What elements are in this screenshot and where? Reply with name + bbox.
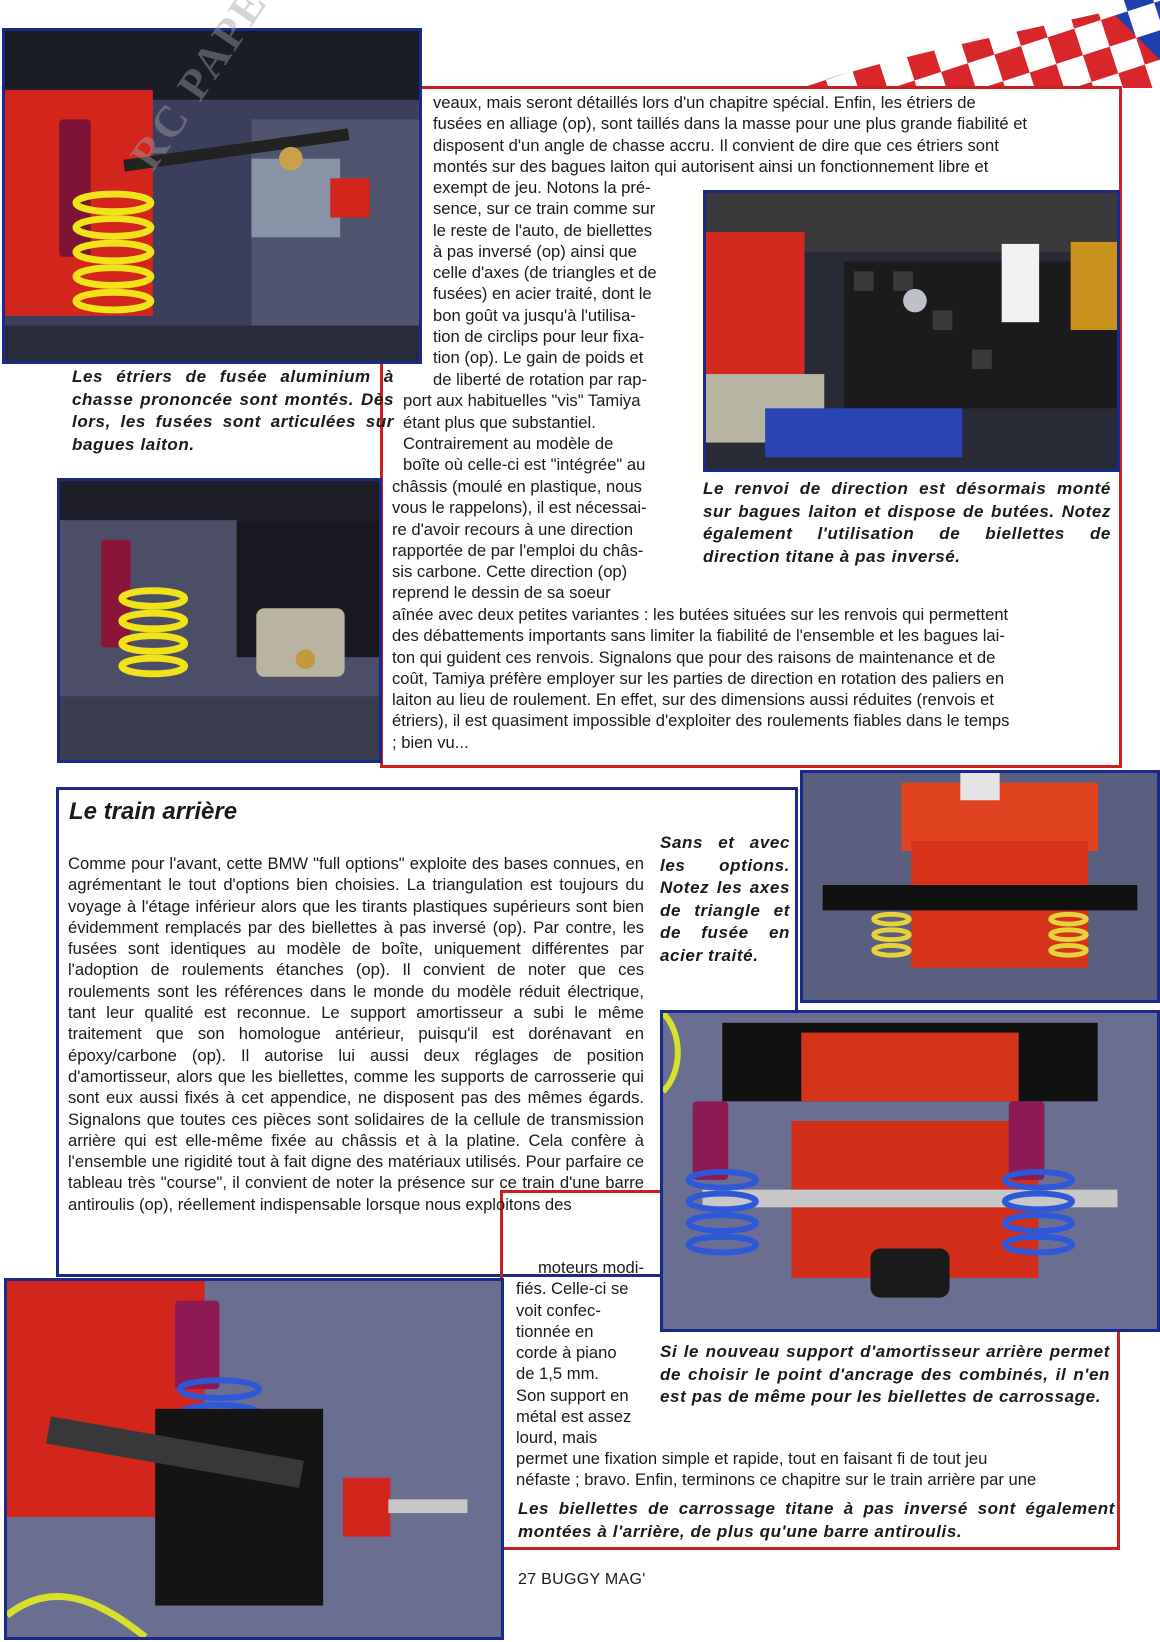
body-line: ; bien vu... <box>392 732 469 752</box>
body-line: exempt de jeu. Notons la pré- <box>433 178 651 197</box>
body-line: boîte où celle-ci est "intégrée" au <box>403 455 646 475</box>
photo-rear-with-options <box>660 1010 1160 1332</box>
top-article-p2-wide <box>392 604 1112 753</box>
body-line: corde à piano <box>516 1343 617 1363</box>
body-line: de 1,5 mm. <box>516 1364 600 1384</box>
body-line: sis carbone. Cette direction (op) <box>392 562 628 582</box>
body-line: châssis (moulé en plastique, nous <box>392 477 642 496</box>
body-line: laiton au lieu de roulement. En effet, sur des dimensions aussi réduites (renvois et <box>392 690 995 710</box>
photo-rear-without-options <box>800 770 1160 1003</box>
body-line: étant plus que substantiel. <box>403 412 596 432</box>
body-line: port aux habituelles "vis" Tamiya <box>403 391 641 411</box>
body-line: permet une fixation simple et rapide, tout en faisant fi de tout jeu <box>516 1449 988 1468</box>
body-line: coût, Tamiya préfère employer sur les parties de direction en rotation des paliers en <box>392 668 1005 688</box>
body-line: tion (op). Le gain de poids et <box>433 348 644 368</box>
top-article-narrow-column-c <box>392 476 691 604</box>
rear-section-body: Comme pour l'avant, cette BMW "full options" exploite des bases connues, en agrémentant le tout d'options bien choisies. La triangulation est toujours du voyage à l'étage inférieur alors que les tirants plastiques supérieurs sont bien évidemment remplacés par des biellettes à pas inversé (op). Par contre, les fusées sont identiques au modèle de boîte, uniquement différentes par l'adoption de roulements étanches (op). Il convient de noter que ces roulements sont les références dans le monde du modèle réduit électrique, tant leur qualité est reconnue. Le support amortisseur a subi le même traitement que son homologue antérieur, puisqu'il est dorénavant en époxy/carbone (op). Il autorise lui aussi deux réglages de position d'amortisseur, alors que les biellettes, comme les supports de carrosserie qui sont eux aussi fixés à cet appendice, ne disposent pas des mêmes égards. Signalons que toutes ces pièces sont solidaires de la cellule de transmission arrière qui est elle-même fixée au châssis et à la platine. Cela confère à l'ensemble une rigidité tout à fait digne des matériaux utilisés. Pour parfaire ce tableau très "course", il convient de noter la présence sur ce train d'une barre antiroulis (op), réellement indispensable lorsque nous exploitons des <box>68 854 644 1214</box>
section-title: Le train arrière <box>69 798 238 825</box>
photo-steering-renvoi <box>703 190 1120 472</box>
body-line: tionnée en <box>516 1321 594 1341</box>
body-line: reprend le dessin de sa soeur <box>392 583 611 603</box>
caption-sans-avec: Sans et avec les options. Notez les axes de triangle et de fusée en acier traité. <box>660 833 790 965</box>
body-line: vous le rappelons), il est nécessai- <box>392 498 647 518</box>
caption-etriers: Les étriers de fusée aluminium à chasse prononcée sont montés. Dès lors, les fusées sont articulées sur bagues laiton. <box>72 367 394 454</box>
body-line: étriers), il est quasiment impossible d'exploiter des roulements fiables dans le temps <box>392 711 1010 731</box>
body-line: fusées) en acier traité, dont le <box>433 284 652 304</box>
body-line: rapportée de par l'emploi du châs- <box>392 540 644 560</box>
top-article-narrow-column-b <box>403 369 691 475</box>
body-line: bon goût va jusqu'à l'utilisa- <box>433 305 636 325</box>
body-line: le reste de l'auto, de biellettes <box>433 220 653 240</box>
top-article-narrow-column <box>433 177 691 369</box>
rear-section-tail <box>516 1448 1112 1491</box>
photo-rear-shock <box>4 1278 504 1640</box>
body-line: fusées en alliage (op), sont taillés dans la masse pour une plus grande fiabilité et <box>433 114 1028 134</box>
body-line: voit confec- <box>516 1300 601 1320</box>
body-line: disposent d'un angle de chasse accru. Il convient de dire que ces étriers sont <box>433 135 999 155</box>
body-line: tion de circlips pour leur fixa- <box>433 327 645 347</box>
body-line: veaux, mais seront détaillés lors d'un chapitre spécial. Enfin, les étriers de <box>433 93 976 112</box>
body-line: re d'avoir recours à une direction <box>392 519 634 539</box>
caption-support: Si le nouveau support d'amortisseur arrière permet de choisir le point d'ancrage des combinés, il n'en est pas de même pour les biellettes de carrossage. <box>660 1342 1110 1406</box>
body-line: Son support en <box>516 1385 629 1405</box>
caption-renvoi: Le renvoi de direction est désormais monté sur bagues laiton et dispose de butées. Notez également l'utilisation de biellettes de direction titane à pas inversé. <box>703 479 1111 566</box>
body-line: lourd, mais <box>516 1428 598 1448</box>
body-line: fiés. Celle-ci se <box>516 1279 629 1299</box>
body-line: néfaste ; bravo. Enfin, terminons ce chapitre sur le train arrière par une <box>516 1470 1037 1490</box>
body-line: de liberté de rotation par rap- <box>433 370 648 389</box>
top-article-p1-wide <box>433 92 1111 177</box>
caption-biellettes: Les biellettes de carrossage titane à pas inversé sont également montées à l'arrière, de plus qu'une barre antiroulis. <box>518 1499 1115 1541</box>
photo-front-shock <box>57 478 382 763</box>
rear-section-narrow-column <box>516 1257 644 1449</box>
body-line: à pas inversé (op) ainsi que <box>433 241 637 261</box>
body-line: sence, sur ce train comme sur <box>433 199 656 219</box>
body-line: Contrairement au modèle de <box>403 433 614 453</box>
body-line: aînée avec deux petites variantes : les butées situées sur les renvois qui permettent <box>392 605 1009 624</box>
body-line: moteurs modi- <box>537 1258 644 1277</box>
body-line: métal est assez <box>516 1407 632 1427</box>
body-line: des débattements importants sans limiter la fiabilité de l'ensemble et les bagues lai- <box>392 626 1005 646</box>
body-line: celle d'axes (de triangles et de <box>433 263 657 283</box>
checkered-flag-decoration <box>800 0 1160 88</box>
body-line: montés sur des bagues laiton qui autorisent ainsi un fonctionnement libre et <box>433 156 989 176</box>
page-folio: 27 BUGGY MAG' <box>518 1571 646 1588</box>
body-line: ton qui guident ces renvois. Signalons que pour des raisons de maintenance et de <box>392 647 996 667</box>
